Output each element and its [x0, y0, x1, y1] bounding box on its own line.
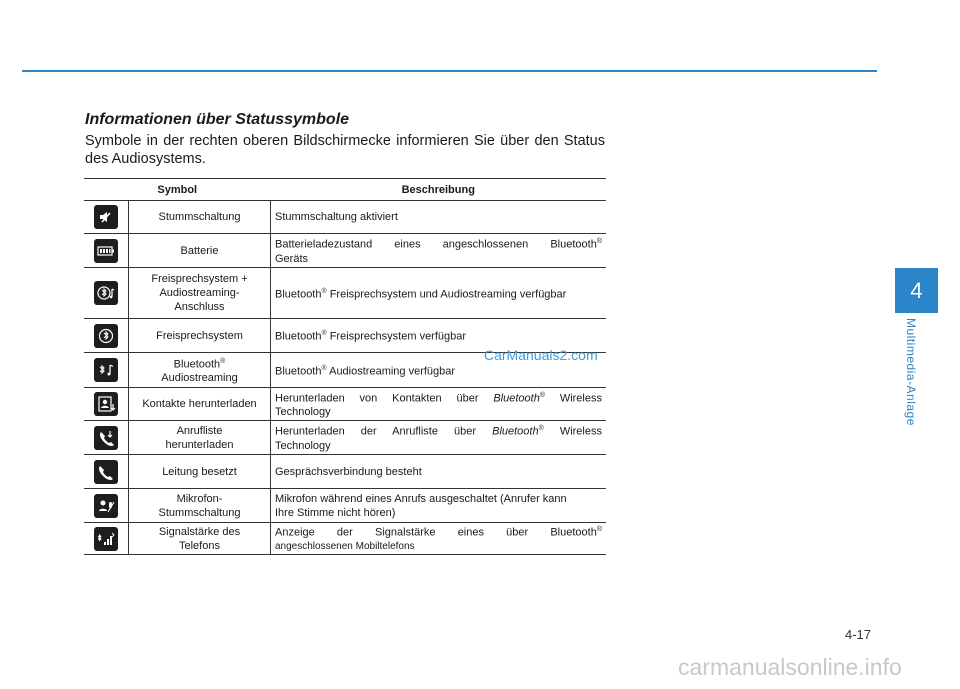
symbol-text: Stummschaltung [158, 506, 241, 519]
symbol-text: herunterladen [165, 438, 234, 451]
description-italic: Bluetooth [492, 425, 539, 438]
intro-paragraph: Symbole in der rechten oberen Bildschirmecke informieren Sie über den Status des Audiosystems. [85, 133, 605, 167]
symbol-label: Freisprechsystem [129, 319, 271, 353]
table-row [84, 234, 606, 268]
section-heading: Informationen über Statussymbole [85, 111, 350, 128]
symbol-text: Audiostreaming- [159, 287, 240, 299]
description-text: Freisprechsystem verfügbar [326, 330, 467, 343]
watermark-small: CarManuals2.com [484, 347, 598, 363]
description-text: Geräts [275, 252, 309, 265]
symbol-text: Bluetooth [173, 358, 221, 371]
table-row [84, 523, 606, 555]
symbol-label: Leitung besetzt [129, 455, 271, 489]
bluetooth-audio-icon [94, 358, 118, 382]
top-rule [22, 70, 877, 72]
description-text: Batterieladezustand eines angeschlossenen Bluetooth [275, 238, 597, 251]
symbol-label [129, 489, 271, 523]
table-header-row [84, 179, 606, 201]
bluetooth-handsfree-audio-icon [94, 281, 118, 305]
description-text: Herunterladen der Anrufliste über [275, 425, 493, 438]
registered-mark: ® [321, 364, 327, 372]
watermark-large: carmanualsonline.info [678, 654, 902, 680]
description-text: Mikrofon während eines Anrufs ausgeschaltet (Anrufer kann [275, 492, 567, 505]
symbol-text: Anschluss [174, 301, 225, 313]
description-italic: Bluetooth [493, 392, 540, 405]
call-history-download-icon [94, 426, 118, 450]
description-text: Technology [275, 406, 331, 419]
symbol-text: Anrufliste [176, 424, 223, 437]
registered-mark: ® [321, 330, 327, 338]
description: Stummschaltung aktiviert [271, 201, 607, 234]
table-row [84, 489, 606, 523]
description-text: Technology [275, 439, 331, 452]
description: Gesprächsverbindung besteht [271, 455, 607, 489]
table-row [84, 268, 606, 319]
symbol-label [129, 523, 271, 555]
header-symbol: Symbol [84, 179, 271, 201]
table-row [84, 201, 606, 234]
symbol-label: Batterie [129, 234, 271, 268]
contacts-download-icon [94, 392, 118, 416]
description [271, 234, 607, 268]
chapter-label: Multimedia-Anlage [904, 318, 918, 426]
microphone-mute-icon [94, 494, 118, 518]
description-text: Wireless [543, 425, 602, 438]
symbol-text: Telefons [179, 539, 220, 552]
mute-icon [94, 205, 118, 229]
registered-mark: ® [538, 425, 544, 433]
description-text: Herunterladen von Kontakten über [275, 392, 494, 405]
registered-mark: ® [596, 526, 602, 534]
bluetooth-handsfree-icon [94, 324, 118, 348]
description-text: Bluetooth [275, 330, 322, 343]
symbol-text: Mikrofon- [176, 492, 223, 505]
table-row [84, 421, 606, 455]
signal-strength-icon [94, 527, 118, 551]
description [271, 489, 607, 523]
symbol-text: Freisprechsystem + [151, 273, 248, 285]
registered-mark: ® [321, 287, 327, 295]
description [271, 421, 607, 455]
description-text: Wireless [544, 392, 602, 405]
registered-mark: ® [596, 238, 602, 246]
header-description: Beschreibung [271, 179, 607, 201]
description-text: Anzeige der Signalstärke eines über Bluetooth [275, 526, 597, 539]
page-number: 4-17 [845, 627, 872, 642]
description-text: Freisprechsystem und Audiostreaming verfügbar [326, 288, 567, 301]
description-text: Ihre Stimme nicht hören) [275, 506, 396, 519]
symbol-label [129, 268, 271, 319]
line-busy-icon [94, 460, 118, 484]
battery-icon [94, 239, 118, 263]
symbol-label [129, 421, 271, 455]
table-row [84, 455, 606, 489]
symbol-label [129, 353, 271, 388]
description-text: angeschlossenen Mobiltelefons [275, 540, 415, 552]
symbol-text: Audiostreaming [161, 372, 238, 385]
symbol-label: Stummschaltung [129, 201, 271, 234]
registered-mark: ® [539, 391, 545, 399]
symbol-label: Kontakte herunterladen [129, 388, 271, 421]
description [271, 268, 607, 319]
description [271, 388, 607, 421]
description-text: Bluetooth [275, 365, 322, 378]
symbol-text: Signalstärke des [158, 525, 241, 538]
status-symbols-table [84, 178, 606, 555]
registered-mark: ® [220, 357, 226, 365]
chapter-tab: 4 [895, 268, 938, 313]
description-text: Audiostreaming verfügbar [326, 365, 456, 378]
description [271, 523, 607, 555]
description-text: Bluetooth [275, 288, 322, 301]
table-row [84, 388, 606, 421]
